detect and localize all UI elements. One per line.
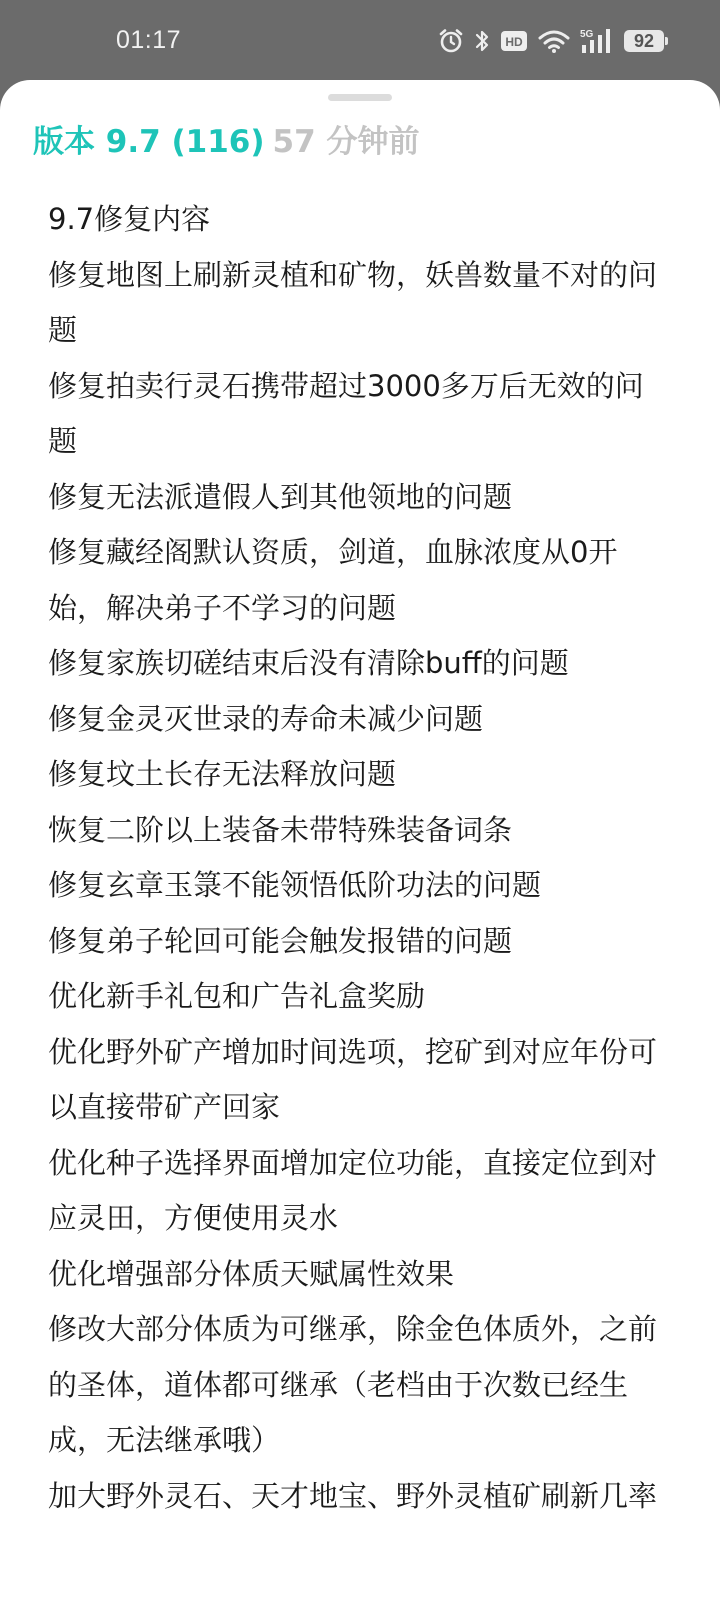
status-time: 01:17 — [116, 26, 182, 54]
hd-icon — [500, 29, 528, 53]
wifi-icon — [538, 28, 570, 54]
5g-signal-icon — [580, 27, 614, 55]
drag-handle[interactable] — [328, 94, 392, 101]
battery-icon: 92 — [624, 30, 664, 52]
status-bar — [0, 0, 720, 80]
svg-text:5G: 5G — [580, 29, 594, 40]
time-ago: 57 分钟前 — [272, 124, 420, 160]
version-header — [33, 116, 419, 161]
release-notes-sheet — [0, 80, 720, 1608]
bluetooth-icon — [474, 28, 490, 54]
svg-text:HD: HD — [505, 35, 523, 49]
version-label: 版本 9.7 (116) — [33, 124, 265, 160]
release-notes-body: 9.7修复内容 修复地图上刷新灵植和矿物，妖兽数量不对的问题 修复拍卖行灵石携带超过3000多万后无效的问题 修复无法派遣假人到其他领地的问题 修复藏经阁默认资质，剑道，血脉浓度从0开始，解决弟子不学习的问题 修复家族切磋结束后没有清除buff的问题 修复金灵灭世录的寿命未减少问题 修复坟土长存无法释放问题 恢复二阶以上装备未带特殊装备词条 修复玄章玉箓不能领悟低阶功法的问题 修复弟子轮回可能会触发报错的问题 优化新手礼包和广告礼盒奖励 优化野外矿产增加时间选项，挖矿到对应年份可以直接带矿产回家 优化种子选择界面增加定位功能，直接定位到对应灵田，方便使用灵水 优化增强部分体质天赋属性效果 修改大部分体质为可继承，除金色体质外，之前的圣体，道体都可继承（老档由于次数已经生成，无法继承哦） 加大野外灵石、天才地宝、野外灵植矿刷新几率 — [48, 202, 658, 1513]
status-icons — [438, 24, 664, 58]
alarm-icon — [438, 28, 464, 54]
